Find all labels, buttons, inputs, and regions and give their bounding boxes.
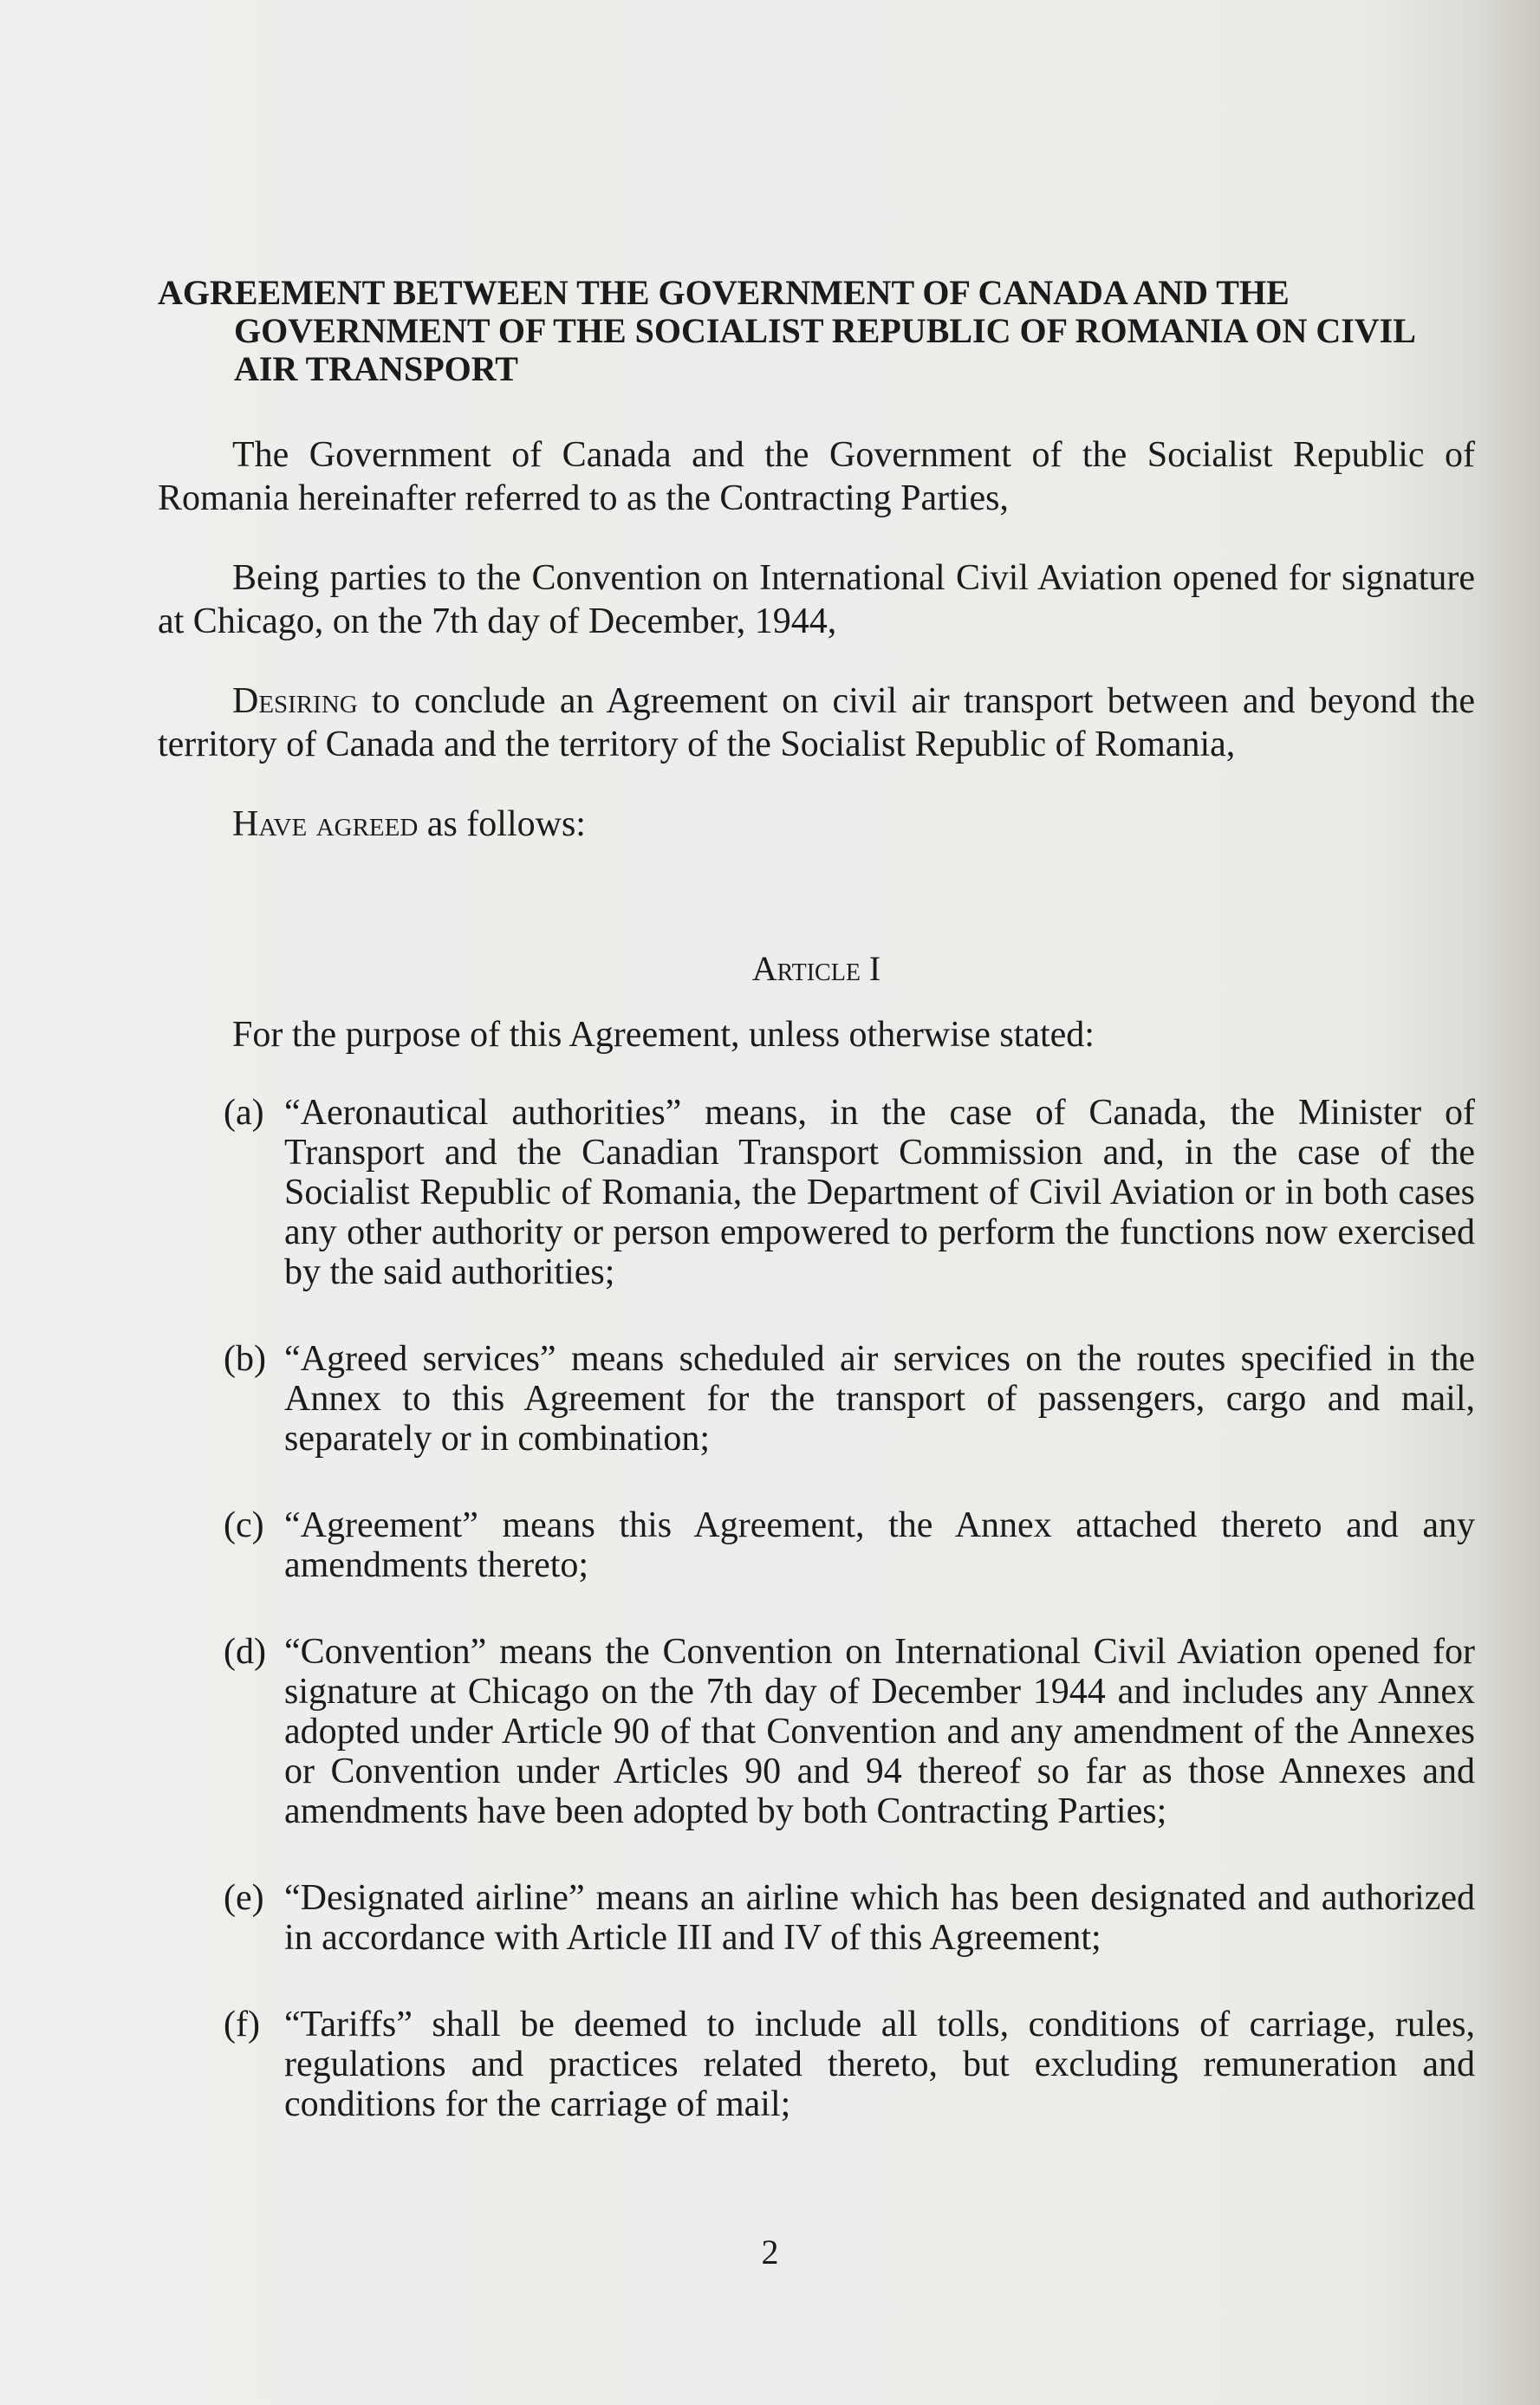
definition-clause	[224, 1505, 1475, 1585]
clause-label: (e)	[224, 1878, 264, 1918]
preamble-lead: Have agreed	[232, 804, 419, 844]
preamble-agreed	[158, 803, 1475, 846]
preamble-desiring	[158, 679, 1475, 766]
clause-text: “Tariffs” shall be deemed to include all tolls, conditions of carriage, rules, regulations and practices related thereto, but excluding remuneration and conditions for the carriage of mail;	[284, 2005, 1475, 2124]
definition-clause	[224, 1632, 1475, 1831]
clause-text: “Designated airline” means an airline which has been designated and authorized in accordance with Article III and IV of this Agreement;	[284, 1878, 1475, 1958]
preamble-text: to conclude an Agreement on civil air transport between and beyond the territory of Canada and the territory of the Socialist Republic of Romania,	[158, 681, 1475, 764]
definition-clause	[224, 2005, 1475, 2124]
article-intro: For the purpose of this Agreement, unless otherwise stated:	[232, 1015, 1095, 1055]
clause-label: (b)	[224, 1339, 266, 1379]
preamble-text: Being parties to the Convention on International Civil Aviation opened for signature at Chicago, on the 7th day of December, 1944,	[158, 558, 1475, 641]
page-number: 2	[761, 2233, 779, 2272]
clause-label: (c)	[224, 1505, 264, 1545]
preamble-convention	[158, 556, 1475, 643]
article-heading: Article I	[751, 949, 881, 988]
definition-clause	[224, 1339, 1475, 1459]
definition-clause	[224, 1878, 1475, 1958]
document-body	[158, 260, 1475, 2171]
agreement-title: AGREEMENT BETWEEN THE GOVERNMENT OF CANADA AND THE GOVERNMENT OF THE SOCIALIST REPUBLIC OF ROMANIA ON CIVIL AIR TRANSPORT	[158, 273, 1414, 388]
clause-text: “Convention” means the Convention on International Civil Aviation opened for signature at Chicago on the 7th day of December 1944 and includes any Annex adopted under Article 90 of that Convention and any amendment of the Annexes or Convention under Articles 90 and 94 thereof so far as those Annexes and amendments have been adopted by both Contracting Parties;	[284, 1632, 1475, 1831]
clause-text: “Agreed services” means scheduled air services on the routes specified in the Annex to this Agreement for the transport of passengers, cargo and mail, separately or in combination;	[284, 1339, 1475, 1459]
preamble-text: as follows:	[418, 804, 586, 844]
preamble-text: The Government of Canada and the Government of the Socialist Republic of Romania hereinafter referred to as the Contracting Parties,	[158, 435, 1475, 518]
preamble-lead: Desiring	[232, 681, 358, 721]
definition-clause	[224, 1093, 1475, 1292]
clause-label: (f)	[224, 2005, 260, 2044]
clause-text: “Agreement” means this Agreement, the Annex attached thereto and any amendments thereto;	[284, 1505, 1475, 1585]
clause-label: (a)	[224, 1093, 264, 1133]
preamble-parties	[158, 433, 1475, 520]
clause-text: “Aeronautical authorities” means, in the case of Canada, the Minister of Transport and the Canadian Transport Commission and, in the case of the Socialist Republic of Romania, the Department of Civil Aviation or in both cases any other authority or person empowered to perform the functions now exercised by the said authorities;	[284, 1093, 1475, 1292]
clause-label: (d)	[224, 1632, 266, 1672]
